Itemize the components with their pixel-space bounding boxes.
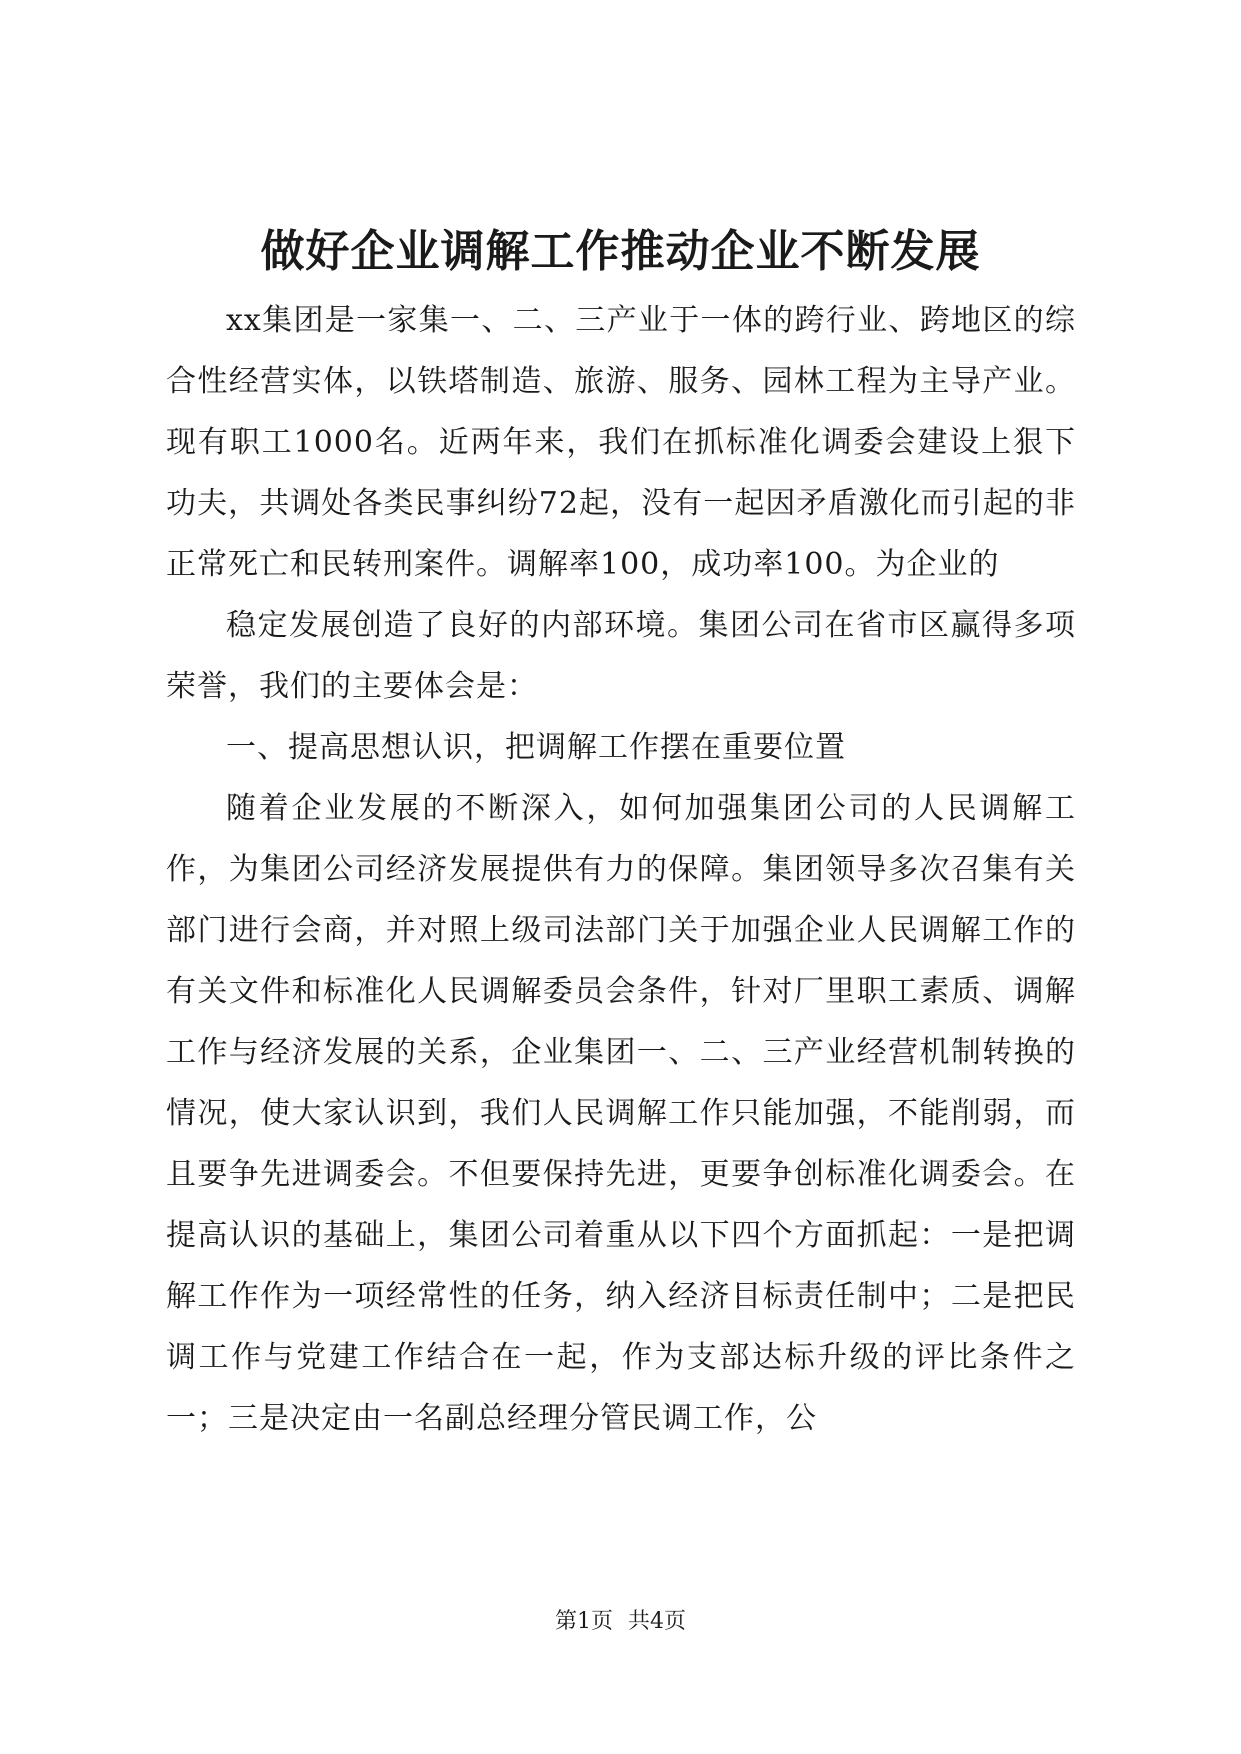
page-footer [0,1607,1241,1637]
paragraph-section-1: 随着企业发展的不断深入，如何加强集团公司的人民调解工作，为集团公司经济发展提供有力的保障。集团领导多次召集有关部门进行会商，并对照上级司法部门关于加强企业人民调解工作的有关文件和标准化人民调解委员会条件，针对厂里职工素质、调解工作与经济发展的关系，企业集团一、二、三产业经营机制转换的情况，使大家认识到，我们人民调解工作只能加强，不能削弱，而且要争先进调委会。不但要保持先进，更要争创标准化调委会。在提高认识的基础上，集团公司着重从以下四个方面抓起：一是把调解工作作为一项经常性的任务，纳入经济目标责任制中；二是把民调工作与党建工作结合在一起，作为支部达标升级的评比条件之一；三是决定由一名副总经理分管民调工作，公 [166,791,1076,1436]
paragraph-intro: xx集团是一家集一、二、三产业于一体的跨行业、跨地区的综合性经营实体，以铁塔制造、旅游、服务、园林工程为主导产业。现有职工1000名。近两年来，我们在抓标准化调委会建设上狠下功夫，共调处各类民事纠纷72起，没有一起因矛盾激化而引起的非正常死亡和民转刑案件。调解率100，成功率100。为企业的 [166,303,1076,582]
document-body [166,290,1076,1449]
document-title: 做好企业调解工作推动企业不断发展 [260,226,981,277]
page-number: 第1页 [555,1609,613,1634]
section-heading-1: 一、提高思想认识，把调解工作摆在重要位置 [226,730,846,765]
paragraph-environment: 稳定发展创造了良好的内部环境。集团公司在省市区赢得多项荣誉，我们的主要体会是： [166,608,1076,704]
page-total: 共4页 [628,1609,686,1634]
